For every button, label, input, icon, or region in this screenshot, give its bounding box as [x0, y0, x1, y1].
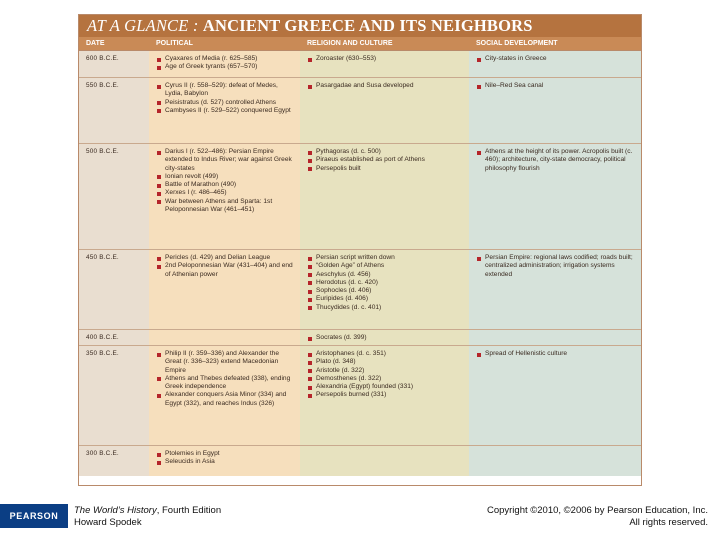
list-item: Thucydides (d. c. 401) [307, 304, 465, 312]
list-item: City-states in Greece [476, 55, 639, 63]
political-cell [149, 78, 300, 143]
list-item: Peisistratus (d. 527) controlled Athens [156, 99, 296, 107]
list-item: Socrates (d. 399) [307, 334, 465, 342]
table-row [79, 345, 641, 445]
political-cell [149, 51, 300, 77]
religion-list [307, 334, 465, 342]
political-list [156, 82, 296, 115]
column-header-political: POLITICAL [156, 40, 193, 47]
list-item: Aeschylus (d. 456) [307, 271, 465, 279]
list-item: Aristotle (d. 322) [307, 367, 465, 375]
religion-cell [300, 250, 469, 329]
political-cell [149, 330, 300, 345]
list-item: 2nd Peloponnesian War (431–404) and end of Athenian power [156, 262, 296, 279]
list-item: Ionian revolt (499) [156, 173, 296, 181]
date-cell: 550 B.C.E. [79, 78, 149, 143]
date-cell: 350 B.C.E. [79, 346, 149, 445]
list-item: Zoroaster (630–553) [307, 55, 465, 63]
column-header-social: SOCIAL DEVELOPMENT [476, 40, 558, 47]
list-item: Persepolis built [307, 165, 465, 173]
list-item: Athens at the height of its power. Acropolis built (c. 460); architecture, city-state democracy, political philosophy flourish [476, 148, 639, 173]
religion-cell [300, 144, 469, 249]
date-cell: 450 B.C.E. [79, 250, 149, 329]
social-cell [469, 250, 642, 329]
list-item: Plato (d. 348) [307, 358, 465, 366]
social-cell [469, 446, 642, 476]
list-item: Herodotus (d. c. 420) [307, 279, 465, 287]
date-cell: 600 B.C.E. [79, 51, 149, 77]
book-author: Howard Spodek [74, 517, 142, 528]
list-item: “Golden Age” of Athens [307, 262, 465, 270]
list-item: Pythagoras (d. c. 500) [307, 148, 465, 156]
list-item: Age of Greek tyrants (657–570) [156, 63, 296, 71]
social-cell [469, 144, 642, 249]
social-cell [469, 330, 642, 345]
political-list [156, 254, 296, 279]
table-body [79, 50, 641, 485]
list-item: Sophocles (d. 406) [307, 287, 465, 295]
social-list [476, 55, 639, 63]
religion-list [307, 350, 465, 400]
pearson-logo: PEARSON [0, 504, 68, 528]
religion-list [307, 148, 465, 173]
list-item: Cyrus II (r. 558–529): defeat of Medes, Lydia, Babylon [156, 82, 296, 99]
timeline-table [78, 14, 642, 486]
book-title-line [74, 505, 221, 517]
table-title-prefix: AT A GLANCE : [87, 16, 199, 35]
social-cell [469, 346, 642, 445]
list-item: Piraeus established as port of Athens [307, 156, 465, 164]
book-title: The World’s History [74, 505, 157, 516]
list-item: Euripides (d. 406) [307, 295, 465, 303]
table-row [79, 50, 641, 77]
column-header-religion: RELIGION AND CULTURE [307, 40, 393, 47]
social-list [476, 254, 639, 279]
date-cell: 300 B.C.E. [79, 446, 149, 476]
list-item: Seleucids in Asia [156, 458, 296, 466]
political-list [156, 55, 296, 72]
date-cell: 400 B.C.E. [79, 330, 149, 345]
social-list [476, 350, 639, 358]
list-item: Alexander conquers Asia Minor (334) and Egypt (332), and reaches Indus (326) [156, 391, 296, 408]
religion-cell [300, 78, 469, 143]
religion-cell [300, 51, 469, 77]
column-header-date: DATE [86, 40, 105, 47]
political-cell [149, 446, 300, 476]
book-edition: , Fourth Edition [156, 505, 222, 516]
list-item: Pericles (d. 429) and Delian League [156, 254, 296, 262]
religion-cell [300, 346, 469, 445]
list-item: Xerxes I (r. 486–465) [156, 189, 296, 197]
list-item: Cyaxares of Media (r. 625–585) [156, 55, 296, 63]
social-cell [469, 51, 642, 77]
table-row [79, 249, 641, 329]
religion-list [307, 82, 465, 90]
list-item: Battle of Marathon (490) [156, 181, 296, 189]
list-item: Philip II (r. 359–336) and Alexander the Great (r. 336–323) extend Macedonian Empire [156, 350, 296, 375]
list-item: Persepolis burned (331) [307, 391, 465, 399]
social-cell [469, 78, 642, 143]
religion-list [307, 55, 465, 63]
rights-line: All rights reserved. [629, 517, 708, 528]
copyright-notice [487, 505, 708, 529]
religion-cell [300, 330, 469, 345]
list-item: War between Athens and Sparta: 1st Peloponnesian War (461–451) [156, 198, 296, 215]
table-row [79, 329, 641, 345]
political-list [156, 350, 296, 408]
list-item: Pasargadae and Susa developed [307, 82, 465, 90]
political-cell [149, 144, 300, 249]
political-cell [149, 250, 300, 329]
copyright-line: Copyright ©2010, ©2006 by Pearson Education, Inc. [486, 505, 708, 516]
religion-list [307, 254, 465, 312]
list-item: Spread of Hellenistic culture [476, 350, 639, 358]
table-title-main: ANCIENT GREECE AND ITS NEIGHBORS [202, 16, 533, 35]
list-item: Persian Empire: regional laws codified; roads built; centralized administration; irrigation systems extended [476, 254, 639, 279]
political-list [156, 148, 296, 214]
table-row [79, 445, 641, 476]
religion-cell [300, 446, 469, 476]
list-item: Darius I (r. 522–486): Persian Empire extended to Indus River; war against Greek city-states [156, 148, 296, 173]
list-item: Nile–Red Sea canal [476, 82, 639, 90]
list-item: Ptolemies in Egypt [156, 450, 296, 458]
table-row [79, 143, 641, 249]
social-list [476, 148, 639, 173]
date-cell: 500 B.C.E. [79, 144, 149, 249]
list-item: Athens and Thebes defeated (338), ending Greek independence [156, 375, 296, 392]
political-list [156, 450, 296, 467]
table-row [79, 77, 641, 143]
column-header-row [79, 37, 641, 50]
social-list [476, 82, 639, 90]
list-item: Cambyses II (r. 529–522) conquered Egypt [156, 107, 296, 115]
table-title [79, 15, 641, 37]
list-item: Aristophanes (d. c. 351) [307, 350, 465, 358]
list-item: Alexandria (Egypt) founded (331) [307, 383, 465, 391]
political-cell [149, 346, 300, 445]
book-credit [74, 505, 221, 529]
list-item: Persian script written down [307, 254, 465, 262]
list-item: Demosthenes (d. 322) [307, 375, 465, 383]
